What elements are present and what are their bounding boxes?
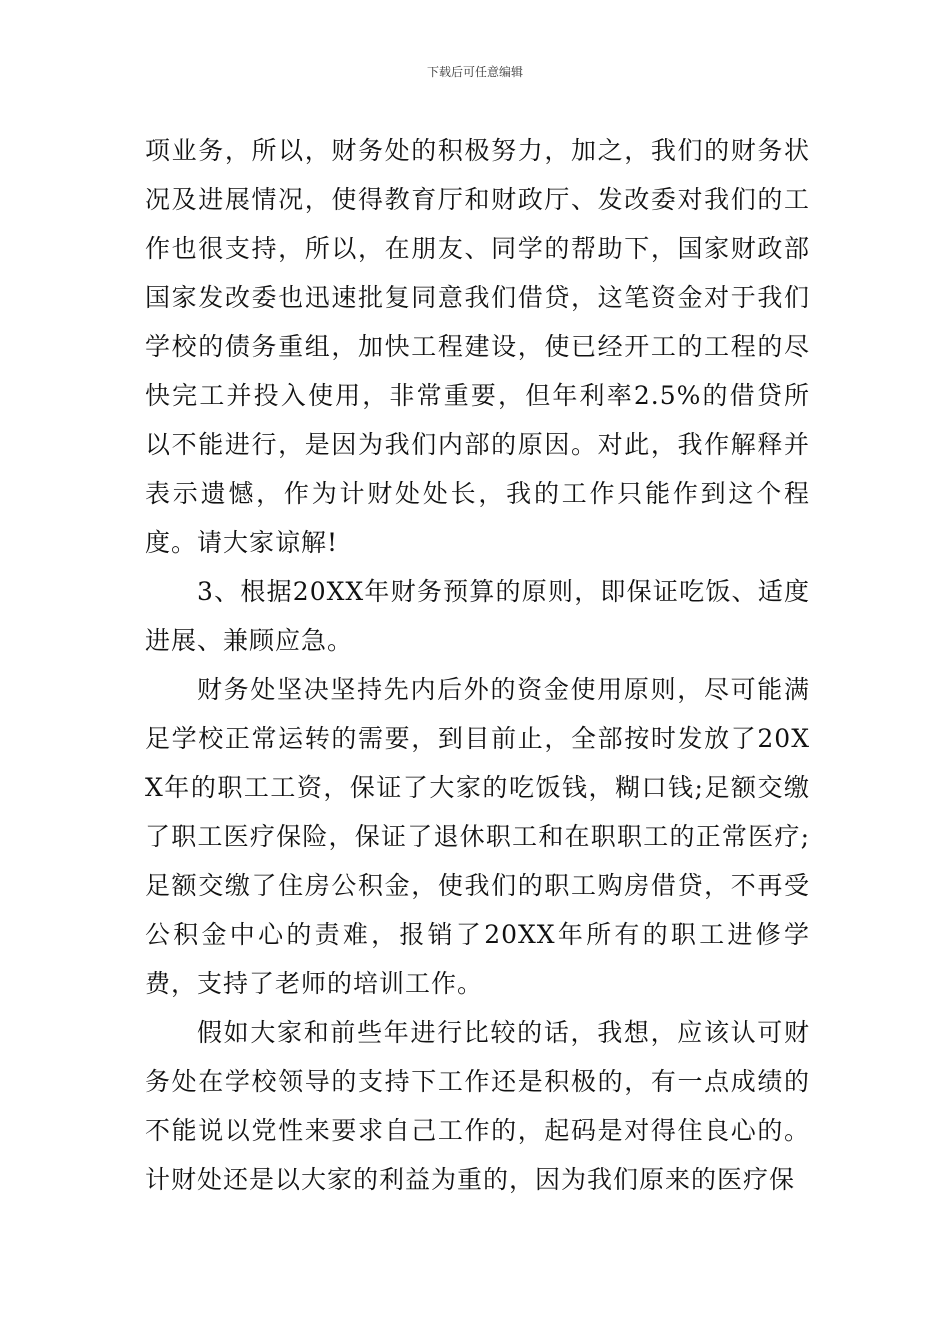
paragraph-3: 财务处坚决坚持先内后外的资金使用原则，尽可能满足学校正常运转的需要，到目前止，全部按时发放了20XX年的职工工资，保证了大家的吃饭钱，糊口钱;足额交缴了职工医疗保险，保证了退休职工和在职职工的正常医疗;足额交缴了住房公积金，使我们的职工购房借贷，不再受公积金中心的责难，报销了20XX年所有的职工进修学费，支持了老师的培训工作。 <box>145 675 810 998</box>
document-body <box>145 126 810 1204</box>
paragraph-2: 3、根据20XX年财务预算的原则，即保证吃饭、适度进展、兼顾应急。 <box>145 577 810 655</box>
paragraph-4: 假如大家和前些年进行比较的话，我想，应该认可财务处在学校领导的支持下工作还是积极的，有一点成绩的不能说以党性来要求自己工作的，起码是对得住良心的。计财处还是以大家的利益为重的，因为我们原来的医疗保 <box>145 1018 810 1194</box>
page-header: 下载后可任意编辑 <box>426 65 523 79</box>
paragraph-1: 项业务，所以，财务处的积极努力，加之，我们的财务状况及进展情况，使得教育厅和财政厅、发改委对我们的工作也很支持，所以，在朋友、同学的帮助下，国家财政部国家发改委也迅速批复同意我们借贷，这笔资金对于我们学校的债务重组，加快工程建设，使已经开工的工程的尽快完工并投入使用，非常重要，但年利率2.5%的借贷所以不能进行，是因为我们内部的原因。对此，我作解释并表示遗憾，作为计财处处长，我的工作只能作到这个程度。请大家谅解! <box>145 136 810 557</box>
